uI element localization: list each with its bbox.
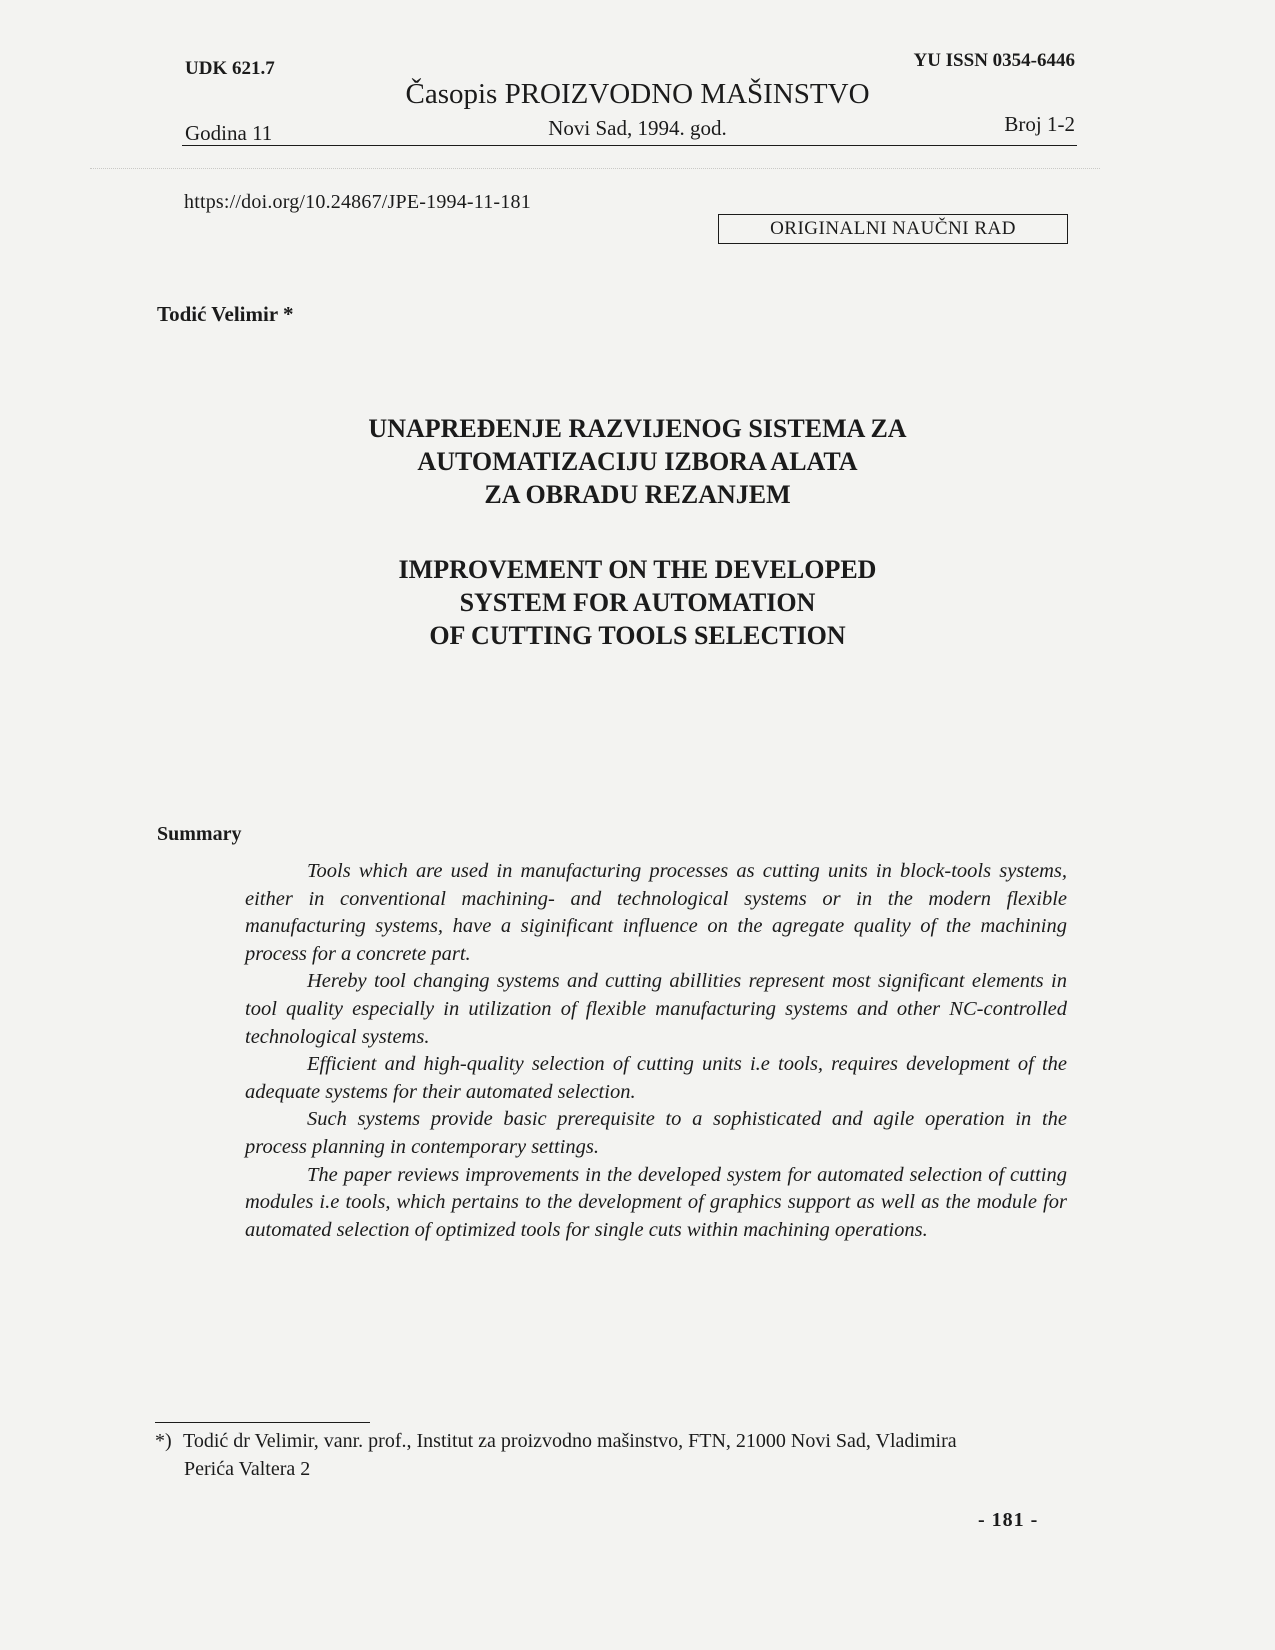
summary-paragraph: Hereby tool changing systems and cutting abillities represent most significant elements in tool quality especially in utilization of flexible manufacturing systems and other NC-controlled technological systems. (245, 970, 1067, 1048)
scan-divider (90, 168, 1100, 169)
summary-body (245, 858, 1067, 1244)
summary-paragraph: Tools which are used in manufacturing processes as cutting units in block-tools systems, either in conventional machining- and technological systems or in the modern flexible manufacturing systems, have a siginificant influence on the agregate quality of the machining process for a concrete part. (245, 860, 1067, 965)
article-type-box: ORIGINALNI NAUČNI RAD (718, 214, 1068, 244)
footnote-continuation: Perića Valtera 2 (184, 1458, 311, 1480)
journal-name: PROIZVODNO MAŠINSTVO (504, 78, 870, 110)
title-serbian (0, 412, 1275, 511)
footnote-line (155, 1427, 1140, 1455)
title-en-line: IMPROVEMENT ON THE DEVELOPED (398, 555, 877, 584)
place-date: Novi Sad, 1994. god. (548, 116, 727, 140)
title-sr-line: ZA OBRADU REZANJEM (484, 480, 791, 509)
summary-heading: Summary (157, 823, 242, 845)
footnote (155, 1427, 1140, 1483)
footnote-text: Todić dr Velimir, vanr. prof., Institut za proizvodno mašinstvo, FTN, 21000 Novi Sad, Vladimira (183, 1430, 957, 1452)
page-number: - 181 - (978, 1509, 1039, 1531)
title-english (0, 553, 1275, 652)
volume-year: Godina 11 (185, 121, 273, 145)
title-sr-line: AUTOMATIZACIJU IZBORA ALATA (417, 447, 858, 476)
title-sr-line: UNAPREĐENJE RAZVIJENOG SISTEMA ZA (368, 414, 907, 443)
title-en-line: OF CUTTING TOOLS SELECTION (429, 621, 846, 650)
summary-paragraph: Efficient and high-quality selection of cutting units i.e tools, requires development of the adequate systems for their automated selection. (245, 1053, 1067, 1103)
udk-code: UDK 621.7 (185, 58, 275, 79)
author-name: Todić Velimir * (157, 302, 294, 326)
summary-paragraph: Such systems provide basic prerequisite to a sophisticated and agile operation in the process planning in contemporary settings. (245, 1108, 1067, 1158)
doi-link[interactable]: https://doi.org/10.24867/JPE-1994-11-181 (184, 191, 531, 213)
issue-number: Broj 1-2 (1004, 112, 1075, 136)
summary-paragraph: The paper reviews improvements in the developed system for automated selection of cutting modules i.e tools, which pertains to the development of graphics support as well as the module for automated selection of optimized tools for single cuts within machining operations. (245, 1163, 1067, 1241)
title-en-line: SYSTEM FOR AUTOMATION (459, 588, 816, 617)
footnote-rule (155, 1422, 370, 1423)
journal-title (0, 78, 1275, 111)
journal-prefix: Časopis (405, 78, 498, 110)
issn-code: YU ISSN 0354-6446 (913, 50, 1075, 71)
footnote-mark: *) (155, 1430, 172, 1452)
header-rule (182, 145, 1077, 146)
